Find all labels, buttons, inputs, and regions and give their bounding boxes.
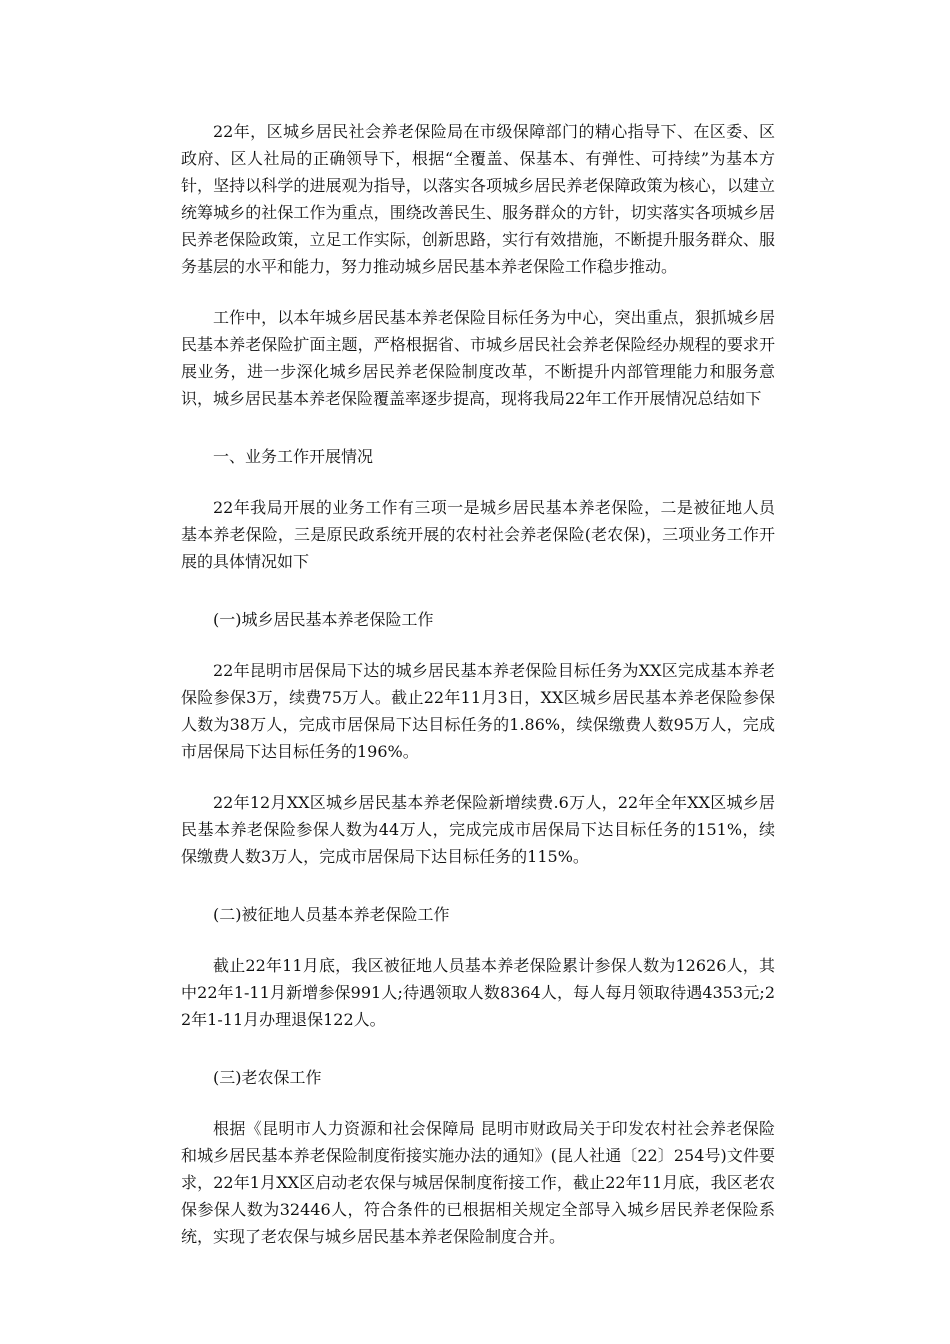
paragraph-urban-rural-targets: 22年昆明市居保局下达的城乡居民基本养老保险目标任务为XX区完成基本养老保险参保3万，续费75万人。截止22年11月3日，XX区城乡居民基本养老保险参保人数为38万人，完成市居保局下达目标任务的1.86%，续保缴费人数95万人，完成市居保局下达目标任务的196%。 xyxy=(181,661,775,761)
paragraph-old-rural: 根据《昆明市人力资源和社会保障局 昆明市财政局关于印发农村社会养老保险和城乡居民基本养老保险制度衔接实施办法的通知》(昆人社通〔22〕254号)文件要求，22年1月XX区启动老农保与城居保制度衔接工作，截止22年11月底，我区老农保参保人数为32446人，符合条件的已根据相关规定全部导入城乡居民养老保险系统，实现了老农保与城乡居民基本养老保险制度合并。 xyxy=(181,1119,775,1246)
paragraph-overview: 工作中，以本年城乡居民基本养老保险目标任务为中心，突出重点，狠抓城乡居民基本养老保险扩面主题，严格根据省、市城乡居民社会养老保险经办规程的要求开展业务，进一步深化城乡居民养老保险制度改革，不断提升内部管理能力和服务意识，城乡居民基本养老保险覆盖率逐步提高，现将我局22年工作开展情况总结如下 xyxy=(181,308,775,408)
paragraph-business-summary: 22年我局开展的业务工作有三项一是城乡居民基本养老保险，二是被征地人员基本养老保险，三是原民政系统开展的农村社会养老保险(老农保)，三项业务工作开展的具体情况如下 xyxy=(181,498,775,571)
paragraph-land-acquired: 截止22年11月底，我区被征地人员基本养老保险累计参保人数为12626人，其中22年1-11月新增参保991人;待遇领取人数8364人，每人每月领取待遇4353元;22年1-11月办理退保122人。 xyxy=(181,956,775,1029)
paragraph-urban-rural-december: 22年12月XX区城乡居民基本养老保险新增续费.6万人，22年全年XX区城乡居民基本养老保险参保人数为44万人，完成完成市居保局下达目标任务的151%，续保缴费人数3万人，完成市居保局下达目标任务的115%。 xyxy=(181,793,775,866)
subsection-heading-land-acquired: (二)被征地人员基本养老保险工作 xyxy=(213,905,450,924)
subsection-heading-old-rural: (三)老农保工作 xyxy=(213,1068,322,1087)
paragraph-intro: 22年，区城乡居民社会养老保险局在市级保障部门的精心指导下、在区委、区政府、区人社局的正确领导下，根据“全覆盖、保基本、有弹性、可持续”为基本方针，坚持以科学的进展观为指导，以落实各项城乡居民养老保障政策为核心，以建立统筹城乡的社保工作为重点，围绕改善民生、服务群众的方针，切实落实各项城乡居民养老保险政策，立足工作实际，创新思路，实行有效措施，不断提升服务群众、服务基层的水平和能力，努力推动城乡居民基本养老保险工作稳步推动。 xyxy=(181,122,775,276)
subsection-heading-urban-rural: (一)城乡居民基本养老保险工作 xyxy=(213,610,434,629)
document-body xyxy=(181,118,775,1250)
section-heading-business: 一、业务工作开展情况 xyxy=(213,447,374,466)
